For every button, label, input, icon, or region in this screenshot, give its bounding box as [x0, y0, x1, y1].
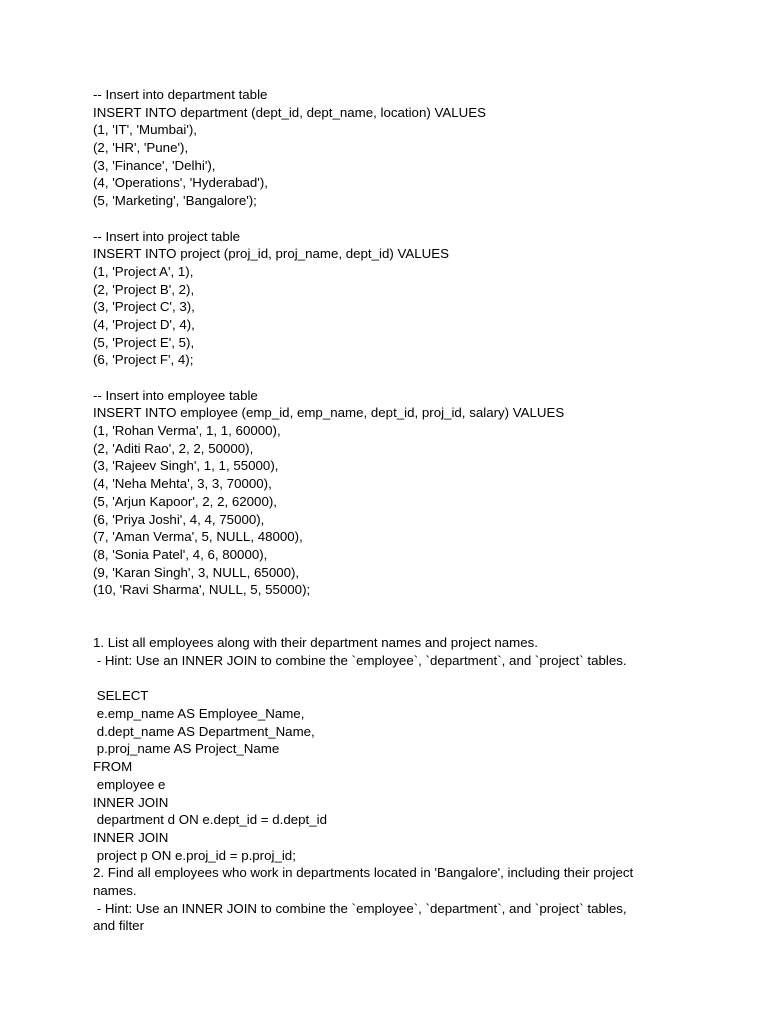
employee-row: (4, 'Neha Mehta', 3, 3, 70000), [93, 476, 272, 492]
project-row: (5, 'Project E', 5), [93, 334, 195, 350]
project-row: (2, 'Project B', 2), [93, 281, 195, 297]
query-line: SELECT [93, 688, 149, 704]
project-row: (4, 'Project D', 4), [93, 316, 195, 332]
department-row: (5, 'Marketing', 'Bangalore'); [93, 193, 257, 209]
employee-row: (6, 'Priya Joshi', 4, 4, 75000), [93, 511, 265, 527]
blank-line [93, 369, 693, 387]
query-1 [93, 687, 693, 864]
question-1-hint: - Hint: Use an INNER JOIN to combine the `employee`, `department`, and `project` tables. [93, 653, 627, 669]
project-insert-statement: INSERT INTO project (proj_id, proj_name, dept_id) VALUES [93, 246, 449, 262]
employee-row: (1, 'Rohan Verma', 1, 1, 60000), [93, 423, 281, 439]
query-line: FROM [93, 759, 133, 775]
question-1-title: 1. List all employees along with their department names and project names. [93, 635, 538, 651]
query-line: p.proj_name AS Project_Name [93, 741, 280, 757]
query-line: d.dept_name AS Department_Name, [93, 723, 315, 739]
employee-insert-statement: INSERT INTO employee (emp_id, emp_name, dept_id, proj_id, salary) VALUES [93, 405, 565, 421]
document-page [93, 86, 693, 935]
project-row: (1, 'Project A', 1), [93, 263, 194, 279]
department-row: (2, 'HR', 'Pune'), [93, 140, 189, 156]
employee-row: (3, 'Rajeev Singh', 1, 1, 55000), [93, 458, 279, 474]
query-line: department d ON e.dept_id = d.dept_id [93, 812, 327, 828]
query-line: e.emp_name AS Employee_Name, [93, 706, 305, 722]
blank-lines [93, 599, 693, 634]
employee-comment: -- Insert into employee table [93, 387, 258, 403]
question-2-title: 2. Find all employees who work in departments located in 'Bangalore', including their project [93, 865, 634, 881]
department-row: (4, 'Operations', 'Hyderabad'), [93, 175, 268, 191]
blank-line [93, 670, 693, 688]
department-comment: -- Insert into department table [93, 87, 268, 102]
project-comment: -- Insert into project table [93, 228, 241, 244]
query-line: INNER JOIN [93, 829, 169, 845]
employee-row: (2, 'Aditi Rao', 2, 2, 50000), [93, 440, 254, 456]
project-insert-block [93, 228, 693, 370]
query-line: INNER JOIN [93, 794, 169, 810]
employee-row: (8, 'Sonia Patel', 4, 6, 80000), [93, 546, 268, 562]
query-line: employee e [93, 776, 166, 792]
blank-line [93, 210, 693, 228]
employee-row: (10, 'Ravi Sharma', NULL, 5, 55000); [93, 582, 311, 598]
employee-row: (9, 'Karan Singh', 3, NULL, 65000), [93, 564, 300, 580]
query-line: project p ON e.proj_id = p.proj_id; [93, 847, 296, 863]
department-insert-block [93, 86, 693, 210]
employee-insert-block [93, 387, 693, 599]
employee-row: (5, 'Arjun Kapoor', 2, 2, 62000), [93, 493, 277, 509]
question-2-hint-continued: and filter [93, 918, 144, 934]
project-row: (3, 'Project C', 3), [93, 299, 195, 315]
employee-row: (7, 'Aman Verma', 5, NULL, 48000), [93, 529, 303, 545]
question-1 [93, 634, 693, 669]
question-2-title-continued: names. [93, 882, 137, 898]
question-2 [93, 864, 693, 935]
department-row: (3, 'Finance', 'Delhi'), [93, 157, 216, 173]
department-insert-statement: INSERT INTO department (dept_id, dept_name, location) VALUES [93, 104, 486, 120]
department-row: (1, 'IT', 'Mumbai'), [93, 122, 197, 138]
project-row: (6, 'Project F', 4); [93, 352, 194, 368]
question-2-hint: - Hint: Use an INNER JOIN to combine the `employee`, `department`, and `project` tables, [93, 900, 627, 916]
